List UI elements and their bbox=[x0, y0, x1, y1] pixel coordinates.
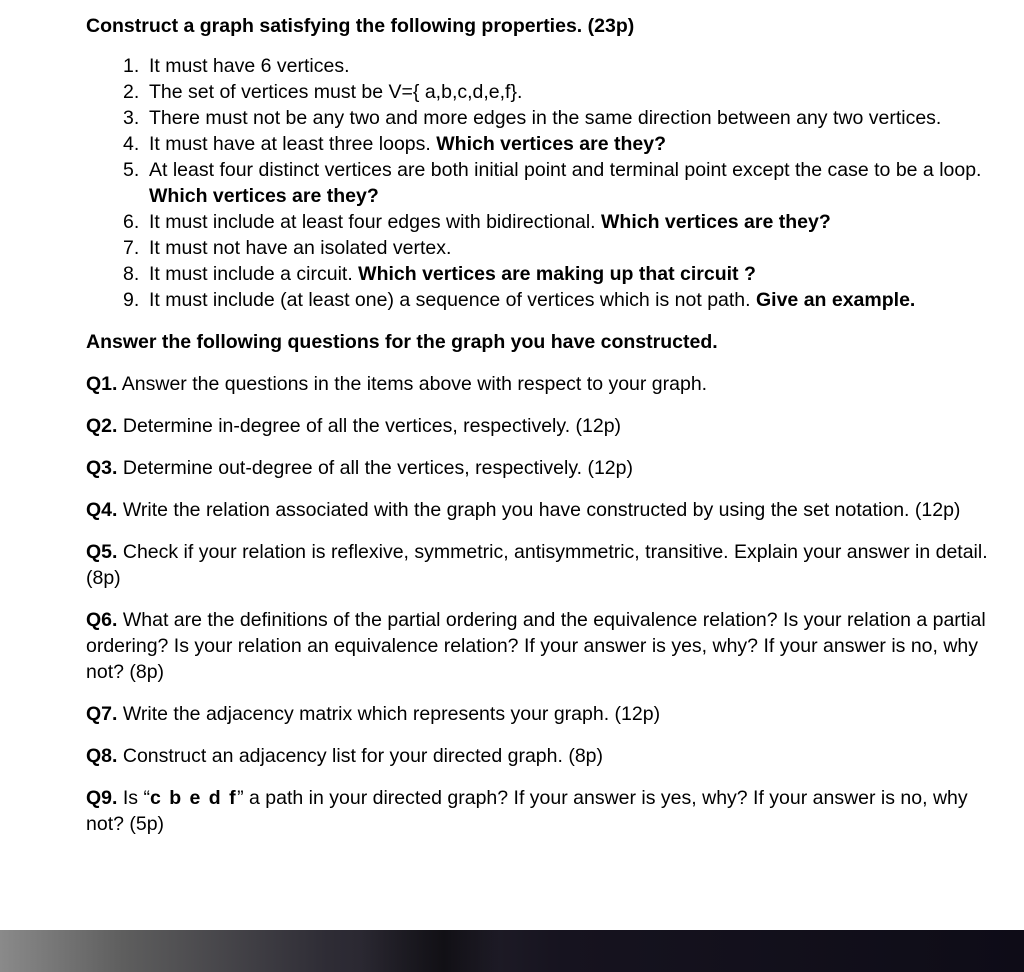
property-text: It must include a circuit. bbox=[149, 263, 359, 285]
question-q5 bbox=[86, 539, 998, 591]
question-text: Determine in-degree of all the vertices, respectively. (12p) bbox=[117, 415, 622, 437]
question-q4 bbox=[86, 497, 998, 523]
property-item bbox=[86, 157, 998, 209]
question-q9 bbox=[86, 785, 998, 837]
property-number: 9. bbox=[123, 289, 140, 311]
question-label: Q1. bbox=[86, 373, 118, 395]
property-question: Which vertices are they? bbox=[601, 211, 831, 233]
question-text: Write the relation associated with the graph you have constructed by using the set notation. (12p) bbox=[117, 499, 961, 521]
property-item bbox=[86, 209, 998, 235]
property-item bbox=[86, 235, 998, 261]
question-q6 bbox=[86, 607, 998, 685]
question-text: Check if your relation is reflexive, symmetric, antisymmetric, transitive. Explain your answer in detail. (8p) bbox=[86, 541, 988, 589]
question-text: What are the definitions of the partial ordering and the equivalence relation? Is your relation a partial ordering? Is your relation an equivalence relation? If your answer is yes, why? If your answer is no, why not? (8p) bbox=[86, 609, 986, 683]
question-q3 bbox=[86, 455, 998, 481]
property-item bbox=[86, 131, 998, 157]
question-label: Q7. bbox=[86, 703, 118, 725]
bar-shading bbox=[360, 930, 500, 972]
property-list bbox=[86, 53, 998, 313]
question-text-pre: Is “ bbox=[117, 787, 150, 809]
property-item bbox=[86, 105, 998, 131]
property-text: There must not be any two and more edges in the same direction between any two vertices. bbox=[149, 107, 942, 129]
property-text: It must not have an isolated vertex. bbox=[149, 237, 452, 259]
question-text: Determine out-degree of all the vertices, respectively. (12p) bbox=[117, 457, 633, 479]
property-item bbox=[86, 287, 998, 313]
vertex-sequence: c b e d f bbox=[149, 787, 238, 809]
property-text: It must have at least three loops. bbox=[149, 133, 437, 155]
main-heading: Construct a graph satisfying the following properties. (23p) bbox=[86, 15, 635, 37]
question-q2 bbox=[86, 413, 998, 439]
property-item bbox=[86, 79, 998, 105]
property-question: Which vertices are they? bbox=[149, 185, 379, 207]
property-text: It must include (at least one) a sequence of vertices which is not path. bbox=[149, 289, 756, 311]
property-text: At least four distinct vertices are both initial point and terminal point except the case to be a loop. bbox=[149, 159, 982, 181]
question-q7 bbox=[86, 701, 998, 727]
bottom-dark-bar bbox=[0, 930, 1024, 972]
property-number: 6. bbox=[123, 211, 140, 233]
question-text: Construct an adjacency list for your directed graph. (8p) bbox=[117, 745, 604, 767]
question-q1 bbox=[86, 371, 998, 397]
question-label: Q6. bbox=[86, 609, 118, 631]
question-text: Write the adjacency matrix which represents your graph. (12p) bbox=[117, 703, 661, 725]
property-question: Which vertices are they? bbox=[436, 133, 667, 155]
property-number: 4. bbox=[123, 133, 140, 155]
property-item bbox=[86, 53, 998, 79]
question-label: Q3. bbox=[86, 457, 118, 479]
question-label: Q5. bbox=[86, 541, 118, 563]
property-number: 2. bbox=[123, 81, 140, 103]
property-number: 7. bbox=[123, 237, 140, 259]
property-question: Give an example. bbox=[756, 289, 916, 311]
question-label: Q9. bbox=[86, 787, 118, 809]
question-text: Answer the questions in the items above with respect to your graph. bbox=[117, 373, 708, 395]
question-label: Q8. bbox=[86, 745, 118, 767]
property-number: 1. bbox=[123, 55, 140, 77]
property-number: 5. bbox=[123, 159, 140, 181]
property-item bbox=[86, 261, 998, 287]
document-page bbox=[86, 13, 998, 837]
question-label: Q4. bbox=[86, 499, 118, 521]
answer-heading: Answer the following questions for the graph you have constructed. bbox=[86, 331, 718, 353]
property-text: The set of vertices must be V={ a,b,c,d,e,f}. bbox=[149, 81, 523, 103]
property-number: 3. bbox=[123, 107, 140, 129]
property-text: It must include at least four edges with bidirectional. bbox=[149, 211, 601, 233]
question-q8 bbox=[86, 743, 998, 769]
property-text: It must have 6 vertices. bbox=[149, 55, 350, 77]
question-text-post: ” a path in your directed graph? If your answer is yes, why? If your answer is no, why not? (5p) bbox=[86, 787, 968, 835]
property-question: Which vertices are making up that circuit ? bbox=[358, 263, 756, 285]
property-number: 8. bbox=[123, 263, 140, 285]
question-label: Q2. bbox=[86, 415, 118, 437]
